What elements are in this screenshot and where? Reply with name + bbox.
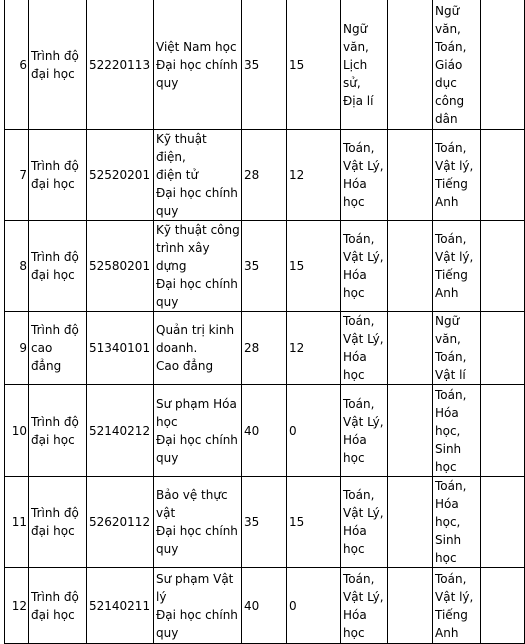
- major-name: Sư phạm Vật lý Đại học chính quy: [154, 568, 242, 644]
- quota: 28: [242, 312, 287, 385]
- subject-group-3: Ngữ văn, Toán, Vật lí: [433, 312, 481, 385]
- table-row: [5, 221, 525, 312]
- empty-cell: [481, 568, 525, 644]
- subject-group-2: [388, 130, 433, 221]
- quota-secondary: 15: [287, 0, 341, 130]
- empty-cell: [481, 312, 525, 385]
- major-code: 52220113: [87, 0, 154, 130]
- major-name: Kỹ thuật công trình xây dựng Đại học chính quy: [154, 221, 242, 312]
- subject-group-2: [388, 477, 433, 568]
- major-name: Quản trị kinh doanh. Cao đẳng: [154, 312, 242, 385]
- subject-group-2: [388, 312, 433, 385]
- quota: 40: [242, 568, 287, 644]
- row-number: 12: [5, 568, 29, 644]
- quota: 35: [242, 477, 287, 568]
- table-row: [5, 385, 525, 477]
- quota-secondary: 0: [287, 385, 341, 477]
- subject-group-3: Toán, Vật lý, Tiếng Anh: [433, 221, 481, 312]
- training-level: Trình độ đại học: [29, 221, 87, 312]
- major-name: Bảo vệ thực vật Đại học chính quy: [154, 477, 242, 568]
- table-row: [5, 130, 525, 221]
- training-level: Trình độ đại học: [29, 0, 87, 130]
- subject-group-3: Ngữ văn, Toán, Giáo dục công dân: [433, 0, 481, 130]
- major-code: 52140211: [87, 568, 154, 644]
- quota-secondary: 0: [287, 568, 341, 644]
- quota: 35: [242, 0, 287, 130]
- empty-cell: [481, 221, 525, 312]
- subject-group-3: Toán, Hóa học, Sinh học: [433, 477, 481, 568]
- major-name: Sư phạm Hóa học Đại học chính quy: [154, 385, 242, 477]
- row-number: 8: [5, 221, 29, 312]
- training-level: Trình độ đại học: [29, 385, 87, 477]
- quota: 40: [242, 385, 287, 477]
- major-code: 52580201: [87, 221, 154, 312]
- subject-group-2: [388, 568, 433, 644]
- subject-group-1: Toán, Vật Lý, Hóa học: [341, 568, 388, 644]
- empty-cell: [481, 130, 525, 221]
- table-row: [5, 312, 525, 385]
- subject-group-3: Toán, Hóa học, Sinh học: [433, 385, 481, 477]
- subject-group-2: [388, 385, 433, 477]
- empty-cell: [481, 477, 525, 568]
- subject-group-1: Toán, Vật Lý, Hóa học: [341, 385, 388, 477]
- subject-group-3: Toán, Vật lý, Tiếng Anh: [433, 130, 481, 221]
- admissions-table: [4, 0, 525, 644]
- subject-group-1: Toán, Vật Lý, Hóa học: [341, 221, 388, 312]
- row-number: 10: [5, 385, 29, 477]
- row-number: 9: [5, 312, 29, 385]
- quota-secondary: 15: [287, 477, 341, 568]
- subject-group-3: Toán, Vật lý, Tiếng Anh: [433, 568, 481, 644]
- training-level: Trình độ cao đẳng: [29, 312, 87, 385]
- subject-group-1: Toán, Vật Lý, Hóa học: [341, 477, 388, 568]
- quota: 28: [242, 130, 287, 221]
- quota-secondary: 12: [287, 312, 341, 385]
- major-code: 52520201: [87, 130, 154, 221]
- major-code: 51340101: [87, 312, 154, 385]
- table-row: [5, 477, 525, 568]
- subject-group-1: Ngữ văn, Lịch sử, Địa lí: [341, 0, 388, 130]
- subject-group-1: Toán, Vật Lý, Hóa học: [341, 130, 388, 221]
- table-row: [5, 568, 525, 644]
- major-code: 52620112: [87, 477, 154, 568]
- training-level: Trình độ đại học: [29, 477, 87, 568]
- quota: 35: [242, 221, 287, 312]
- row-number: 7: [5, 130, 29, 221]
- table-row: [5, 0, 525, 130]
- empty-cell: [481, 0, 525, 130]
- training-level: Trình độ đại học: [29, 130, 87, 221]
- subject-group-2: [388, 0, 433, 130]
- quota-secondary: 15: [287, 221, 341, 312]
- major-code: 52140212: [87, 385, 154, 477]
- row-number: 11: [5, 477, 29, 568]
- quota-secondary: 12: [287, 130, 341, 221]
- major-name: Kỹ thuật điện, điện tử Đại học chính quy: [154, 130, 242, 221]
- admissions-table-body: [5, 0, 525, 644]
- subject-group-2: [388, 221, 433, 312]
- subject-group-1: Toán, Vật Lý, Hóa học: [341, 312, 388, 385]
- empty-cell: [481, 385, 525, 477]
- row-number: 6: [5, 0, 29, 130]
- training-level: Trình độ đại học: [29, 568, 87, 644]
- major-name: Việt Nam học Đại học chính quy: [154, 0, 242, 130]
